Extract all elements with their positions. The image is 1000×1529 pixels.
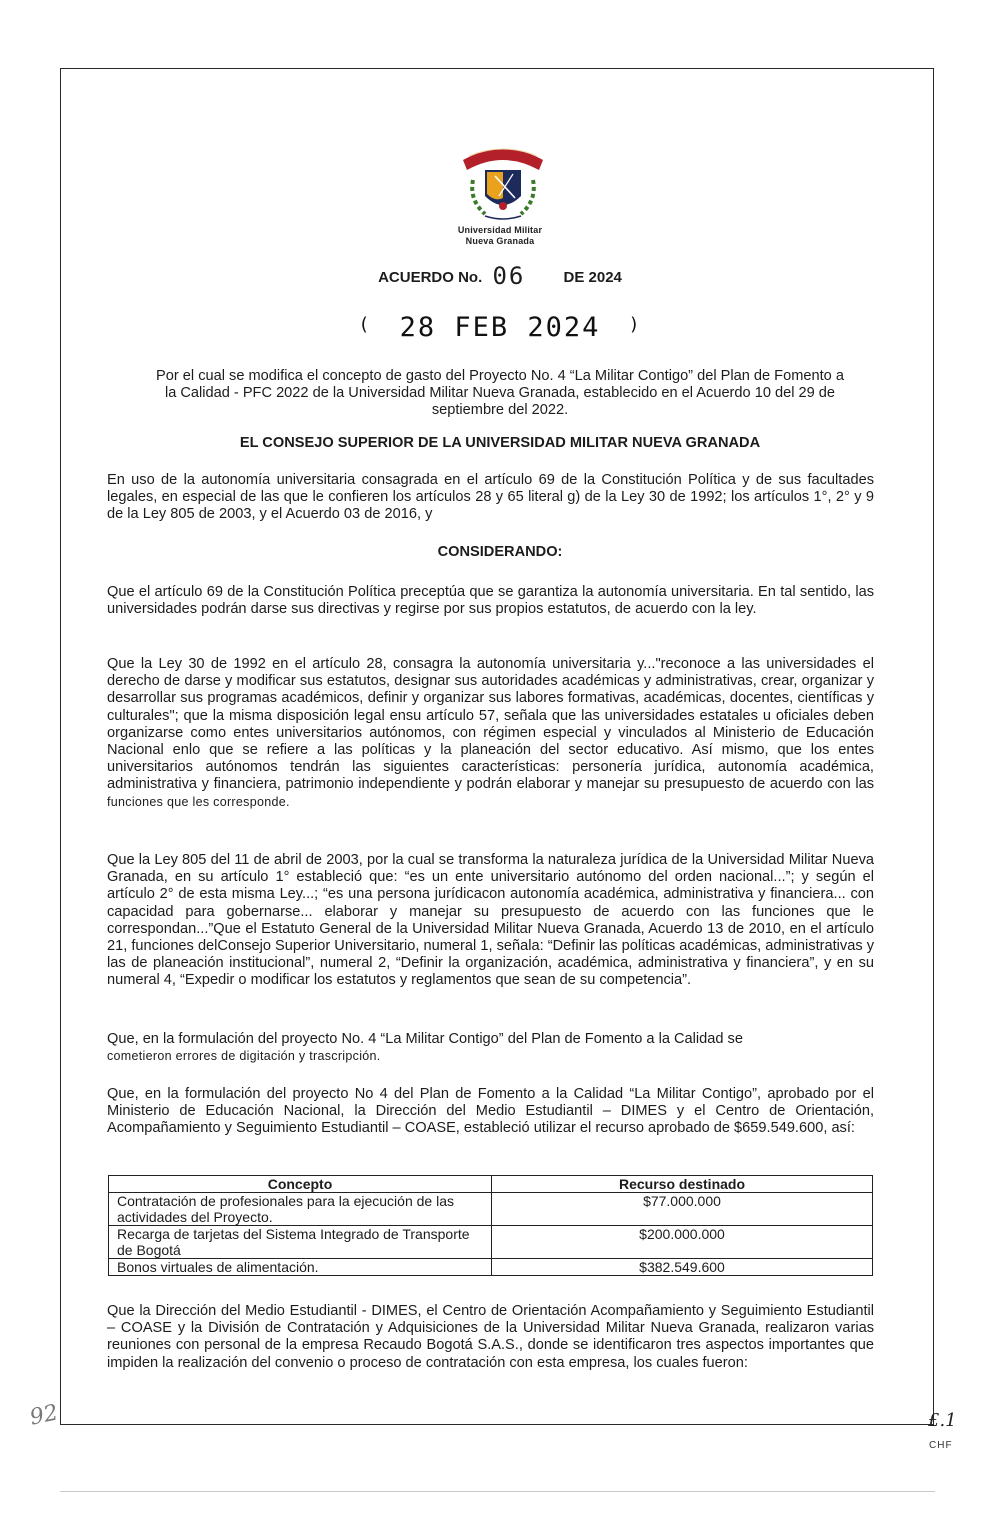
- table-header-concept: Concepto: [109, 1176, 492, 1193]
- paragraph-4-tail: cometieron errores de digitación y trascripción.: [107, 1049, 381, 1064]
- paragraph-1: Que el artículo 69 de la Constitución Política preceptúa que se garantiza la autonomía universitaria. En tal sentido, las universidades podrán darse sus directivas y regirse por sus propios estatutos, de acuerdo con la ley.: [107, 584, 874, 618]
- table-cell-concept: Recarga de tarjetas del Sistema Integrado de Transporte de Bogotá: [109, 1226, 492, 1259]
- table-header-row: [109, 1176, 873, 1193]
- date-stamp: [0, 312, 1000, 343]
- table-cell-amount: $200.000.000: [492, 1226, 873, 1259]
- table-row: [109, 1193, 873, 1226]
- university-name-line1: Universidad Militar: [457, 225, 543, 235]
- paragraph-2-tail: funciones que les corresponde.: [107, 794, 290, 809]
- table-cell-amount: $382.549.600: [492, 1259, 873, 1276]
- budget-table: [108, 1175, 873, 1276]
- table-row: [109, 1259, 873, 1276]
- university-name-line2: Nueva Granada: [465, 236, 535, 246]
- acuerdo-year: DE 2024: [563, 269, 622, 286]
- table-cell-amount: $77.000.000: [492, 1193, 873, 1226]
- paragraph-4-text: Que, en la formulación del proyecto No. 4 “La Militar Contigo” del Plan de Fomento a la Calidad se: [107, 1031, 743, 1047]
- date-close-paren: ): [628, 314, 642, 335]
- table-row: [109, 1226, 873, 1259]
- reviewer-initials: CHF: [929, 1440, 953, 1451]
- acuerdo-summary: Por el cual se modifica el concepto de gasto del Proyecto No. 4 “La Militar Contigo” del Plan de Fomento a la Calidad - PFC 2022 de la Universidad Militar Nueva Granada, establecido en el Acuerdo 10 del 29 de septiembre del 2022.: [156, 368, 844, 418]
- acuerdo-number: 06: [492, 262, 526, 290]
- table-header-amount: Recurso destinado: [492, 1176, 873, 1193]
- paragraph-6: Que la Dirección del Medio Estudiantil - DIMES, el Centro de Orientación Acompañamiento y Seguimiento Estudiantil – COASE y la División de Contratación y Adquisiciones de la Universidad Militar Nueva Granada, realizaron varias reuniones con personal de la empresa Recaudo Bogotá S.A.S., donde se identificaron tres aspectos importantes que impiden la realización del convenio o proceso de contratación con esta empresa, los cuales fueron:: [107, 1303, 874, 1371]
- preamble-paragraph: En uso de la autonomía universitaria consagrada en el artículo 69 de la Constitución Política y de sus facultades legales, en especial de las que le confieren los artículos 28 y 65 literal g) de la Ley 30 de 1992; los artículos 1°, 2° y 9 de la Ley 805 de 2003, y el Acuerdo 03 de 2016, y: [107, 472, 874, 523]
- university-name: [420, 225, 580, 247]
- date-open-paren: (: [358, 314, 372, 335]
- acuerdo-label: ACUERDO No.: [378, 269, 483, 286]
- footer-divider: [60, 1491, 935, 1492]
- paragraph-5: Que, en la formulación del proyecto No 4 del Plan de Fomento a la Calidad “La Militar Contigo”, aprobado por el Ministerio de Educación Nacional, la Dirección del Medio Estudiantil – DIMES y el Centro de Orientación, Acompañamiento y Seguimiento Estudiantil – COASE, estableció utilizar el recurso aprobado de $659.549.600, así:: [107, 1086, 874, 1137]
- paragraph-2-text: Que la Ley 30 de 1992 en el artículo 28, consagra la autonomía universitaria y..."reconoce a las universidades el derecho de darse y modificar sus estatutos, designar sus autoridades académicas y administrativas, crear, organizar y desarrollar sus programas académicos, definir y organizar sus labores formativas, académicas, docentes, científicas y culturales"; que la misma disposición legal ensu artículo 57, señala que las universidades estatales u oficiales deben organizarse como entes universitarios autónomos, con régimen especial y vinculados al Ministerio de Educación Nacional enlo que se refiere a las políticas y la planeación del sector educativo. Así mismo, que los entes universitarios autónomos tendrán las siguientes características: personería jurídica, autonomía académica, administrativa y financiera, patrimonio independiente y podrán elaborar y manejar su presupuesto de acuerdo con las: [107, 656, 874, 793]
- university-seal-logo: [455, 140, 551, 224]
- paragraph-3: Que la Ley 805 del 11 de abril de 2003, por la cual se transforma la naturaleza jurídica de la Universidad Militar Nueva Granada, en su artículo 1° estableció que: “es un ente universitario autónomo del orden nacional...”; y según el artículo 2° de esta misma Ley...; “es una persona jurídicacon autonomía académica, administrativa y financiera... con capacidad para gobernarse... elaborar y manejar su presupuesto de acuerdo con las funciones que le correspondan...”Que el Estatuto General de la Universidad Militar Nueva Granada, Acuerdo 13 de 2010, en el artículo 21, funciones delConsejo Superior Universitario, numeral 1, señala: “Definir las políticas académicas, administrativas y las de planeación institucional”, numeral 2, “Definir la organización, académica, administrativa y financiera”, y en su numeral 4, “Expedir o modificar los estatutos y reglamentos que sean de su competencia”.: [107, 852, 874, 989]
- council-title: EL CONSEJO SUPERIOR DE LA UNIVERSIDAD MILITAR NUEVA GRANADA: [239, 435, 761, 451]
- acuerdo-title: [0, 262, 1000, 290]
- handwritten-page-mark: 92: [27, 1400, 61, 1431]
- paragraph-2: [107, 656, 874, 811]
- handwritten-signature-mark: £.1: [928, 1410, 957, 1431]
- considerando-heading: CONSIDERANDO:: [437, 544, 563, 560]
- paragraph-4: [107, 1031, 874, 1065]
- date-stamp-text: 28 FEB 2024: [399, 312, 601, 343]
- table-cell-concept: Contratación de profesionales para la ejecución de las actividades del Proyecto.: [109, 1193, 492, 1226]
- table-cell-concept: Bonos virtuales de alimentación.: [109, 1259, 492, 1276]
